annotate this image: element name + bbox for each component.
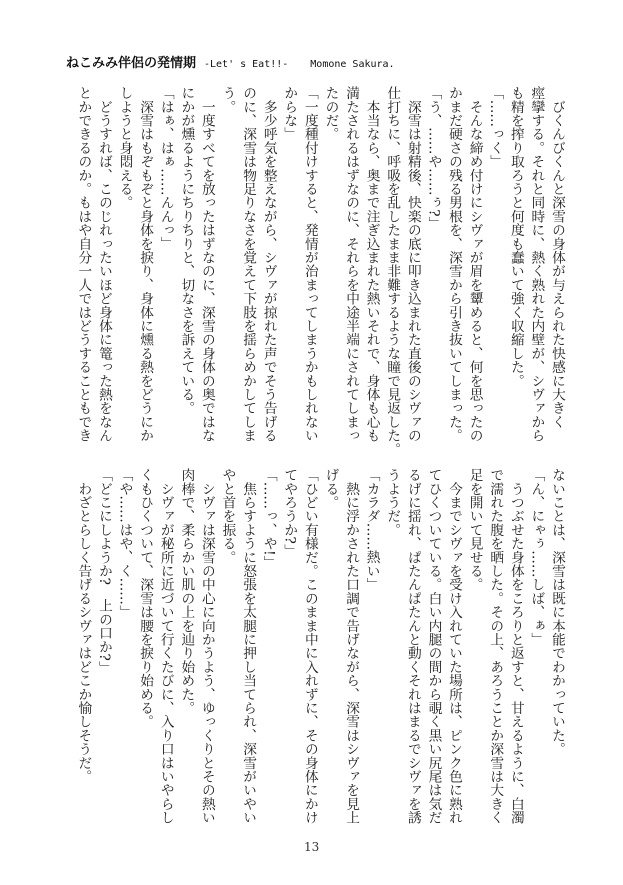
- text-column: 多少呼気を整えながら、シヴァが掠れた声でそう告げる: [260, 86, 277, 443]
- text-column: シヴァが秘所に近づいて行くたびに、入り口はいやらし: [157, 468, 174, 825]
- text-column: 「ひどい有様だ。このまま中に入れずに、その身体にかけ: [301, 468, 318, 825]
- text-column: うつぶせた身体をころりと返すと、甘えるように、白濁: [507, 468, 524, 825]
- text-column: 「や……はや、く……」: [116, 468, 133, 619]
- text-column: げる。: [322, 468, 339, 510]
- author-name: Momone Sakura.: [310, 59, 395, 70]
- text-column: 足を開いて見せる。: [466, 468, 483, 592]
- text-column: 「一度種付けすると、発情が治まってしまうかもしれない: [301, 86, 318, 443]
- text-column: 焦らすように怒張を太腿に押し当てられ、深雪がいやい: [240, 468, 257, 825]
- text-column: シヴァは深雪の中心に向かうよう、ゆっくりとその熱い: [198, 468, 215, 825]
- text-column: 「どこにしようか? 上の口か?」: [95, 468, 112, 675]
- text-column: やと首を振る。: [219, 468, 236, 564]
- text-column: 「……っ、や!」: [260, 468, 277, 570]
- book-title: ねこみみ伴侶の発情期: [66, 56, 197, 71]
- text-column: 深雪はもぞもぞと身体を捩り、身体に燻る熱をどうにか: [137, 86, 154, 443]
- text-column: 「う、……や……ぅ?」: [425, 86, 442, 231]
- text-column: てやろうか?」: [281, 468, 298, 558]
- text-column: かまだ硬さの残る男根を、深雪から引き抜いてしまった。: [446, 86, 463, 443]
- lower-text-block: [73, 468, 567, 836]
- text-column: で濡れた腹を晒した。その上、あろうことか深雪は大きく: [487, 468, 504, 825]
- text-column: しようと身悶える。: [116, 86, 133, 210]
- text-column: からな」: [281, 86, 298, 141]
- book-subtitle: -Let' s Eat!!-: [204, 59, 289, 70]
- text-column: 「はぁ、はぁ……んんっ」: [157, 86, 174, 251]
- running-header: [66, 52, 395, 71]
- text-column: 本当なら、奥まで注ぎ込まれた熱いそれで、身体も心も: [363, 86, 380, 443]
- upper-text-block: [73, 86, 567, 454]
- page-number: 13: [304, 840, 320, 854]
- text-column: とかできるのか。もはや自分一人ではどうすることもでき: [75, 86, 92, 443]
- text-column: 熱に浮かされた口調で告げながら、深雪はシヴァを見上: [343, 468, 360, 825]
- text-column: 痙攣する。それと同時に、熱く熟れた内壁が、シヴァから: [528, 86, 545, 443]
- text-column: 「ん、にゃぅ……しば、ぁ」: [528, 468, 545, 647]
- text-column: たのだ。: [322, 86, 339, 141]
- text-column: う。: [219, 86, 236, 114]
- text-column: 一度すべてを放ったはずなのに、深雪の身体の奥ではな: [198, 86, 215, 443]
- text-column: 深雪は射精後、快楽の底に叩き込まれた直後のシヴァの: [404, 86, 421, 443]
- text-column: てひくついている。白い内腿の間から覗く黒い尻尾は気だ: [425, 468, 442, 825]
- text-column: 仕打ちに、呼吸を乱したまま非難するような瞳で見返した。: [384, 86, 401, 456]
- text-column: 満たされるはずなのに、それらを中途半端にされてしまっ: [343, 86, 360, 443]
- text-column: にかが燻るようにちりちりと、切なさを訴えている。: [178, 86, 195, 415]
- text-column: うようだ。: [384, 468, 401, 537]
- text-column: くもひくついて、深雪は腰を捩り始める。: [137, 468, 154, 729]
- text-column: そんな締め付けにシヴァが眉を顰めると、何を思ったの: [466, 86, 483, 443]
- text-column: わざとらしく告げるシヴァはどこか愉しそうだ。: [75, 468, 92, 784]
- text-column: びくんびくんと深雪の身体が与えられた快感に大きく: [549, 86, 565, 429]
- text-column: どうすれば、このじれったいほど身体に篭った熱をなん: [95, 86, 112, 443]
- text-column: 肉棒で、柔らかい肌の上を辿り始めた。: [178, 468, 195, 715]
- text-column: 「……っく」: [487, 86, 504, 169]
- text-column: も精を搾り取ろうと何度も蠢いて強く収縮した。: [507, 86, 524, 388]
- text-column: 「カラダ……熱い」: [363, 468, 380, 592]
- text-column: るげに揺れ、ぱたんぱたんと動くそれはまるでシヴァを誘: [404, 468, 421, 825]
- text-column: のに、深雪は物足りなさを覚えて下肢を揺らめかしてしま: [240, 86, 257, 443]
- text-column: ないことは、深雪は既に本能でわかっていた。: [549, 468, 565, 756]
- text-column: 今までシヴァを受け入れていた場所は、ピンク色に熟れ: [446, 468, 463, 825]
